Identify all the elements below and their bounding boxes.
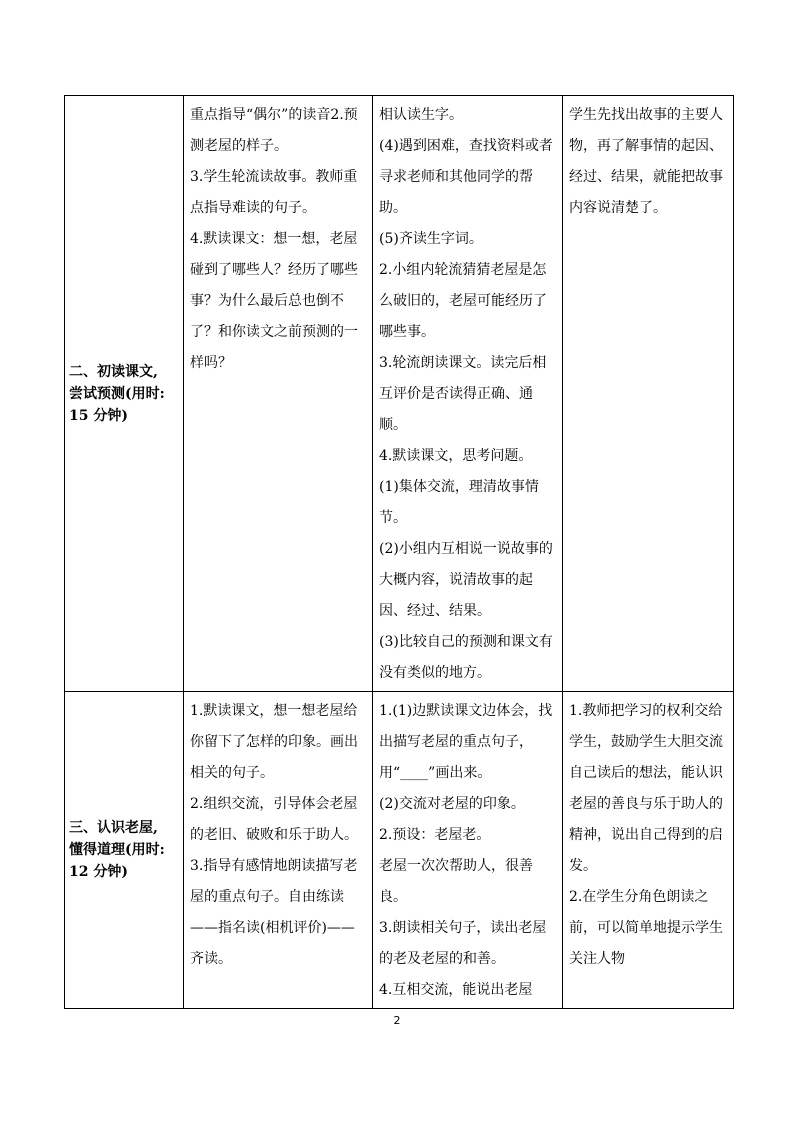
stage-line: 懂得道理(用时: bbox=[69, 842, 165, 858]
paragraph: 1.(1)边默读课文边体会，找出描写老屋的重点句子，用“____”画出来。 bbox=[379, 703, 553, 781]
lesson-plan-table bbox=[64, 95, 734, 1009]
paragraph: 相认读生字。 bbox=[379, 107, 463, 123]
paragraph: 1.默读课文，想一想老屋给你留下了怎样的印象。画出相关的句子。 bbox=[190, 703, 358, 781]
table-row bbox=[65, 692, 734, 1009]
stage-cell bbox=[65, 96, 184, 692]
teacher-activity-cell bbox=[184, 96, 373, 692]
paragraph: (2)小组内互相说一说故事的大概内容，说清故事的起因、经过、结果。 bbox=[379, 541, 553, 619]
paragraph: (4)遇到困难，查找资料或者寻求老师和其他同学的帮助。 bbox=[379, 138, 553, 216]
paragraph: 2.组织交流，引导体会老屋的老旧、破败和乐于助人。 bbox=[190, 796, 358, 843]
stage-cell bbox=[65, 692, 184, 1009]
table-row bbox=[65, 96, 734, 692]
stage-line: 尝试预测(用时: bbox=[69, 385, 165, 402]
paragraph: 2.在学生分角色朗读之前，可以简单地提示学生关注人物 bbox=[569, 889, 723, 967]
paragraph: 3.轮流朗读课文。读完后相互评价是否读得正确、通顺。 bbox=[379, 355, 547, 433]
paragraph: 4.默读课文：想一想，老屋碰到了哪些人？经历了哪些事？为什么最后总也倒不了？和你读文之前预测的一样吗？ bbox=[190, 231, 358, 371]
page-number: 2 bbox=[393, 1014, 401, 1027]
paragraph: 重点指导“偶尔”的读音2.预测老屋的样子。 bbox=[190, 107, 358, 154]
design-intent-cell bbox=[563, 96, 734, 692]
paragraph: 4.默读课文，思考问题。 bbox=[379, 448, 533, 464]
paragraph: 1.教师把学习的权利交给学生，鼓励学生大胆交流自己读后的想法，能认识老屋的善良与乐于助人的精神，说出自己得到的启发。 bbox=[569, 703, 723, 874]
paragraph: (2)交流对老屋的印象。 bbox=[379, 796, 525, 812]
stage-line: 12 分钟) bbox=[69, 864, 128, 880]
paragraph: 老屋一次次帮助人，很善良。 bbox=[379, 858, 533, 905]
paragraph: 2.预设：老屋老。 bbox=[379, 827, 491, 843]
paragraph: (5)齐读生字词。 bbox=[379, 231, 483, 247]
paragraph: 3.朗读相关句子，读出老屋的老及老屋的和善。 bbox=[379, 920, 547, 967]
stage-line: 三、认识老屋, bbox=[69, 820, 158, 836]
stage-line: 二、初读课文, bbox=[69, 363, 158, 380]
paragraph: 2.小组内轮流猜猜老屋是怎么破旧的，老屋可能经历了哪些事。 bbox=[379, 262, 547, 340]
paragraph: 学生先找出故事的主要人物，再了解事情的起因、经过、结果，就能把故事内容说清楚了。 bbox=[569, 107, 723, 216]
student-activity-cell bbox=[373, 96, 563, 692]
paragraph: (3)比较自己的预测和课文有没有类似的地方。 bbox=[379, 634, 553, 681]
paragraph: (1)集体交流，理清故事情节。 bbox=[379, 479, 539, 526]
student-activity-cell bbox=[373, 692, 563, 1009]
paragraph: 3.学生轮流读故事。教师重点指导难读的句子。 bbox=[190, 169, 358, 216]
design-intent-cell bbox=[563, 692, 734, 1009]
paragraph: 3.指导有感情地朗读描写老屋的重点句子。自由练读——指名读(相机评价)——齐读。 bbox=[190, 858, 358, 967]
stage-line: 15 分钟) bbox=[69, 407, 128, 424]
teacher-activity-cell bbox=[184, 692, 373, 1009]
paragraph: 4.互相交流，能说出老屋 bbox=[379, 982, 533, 998]
